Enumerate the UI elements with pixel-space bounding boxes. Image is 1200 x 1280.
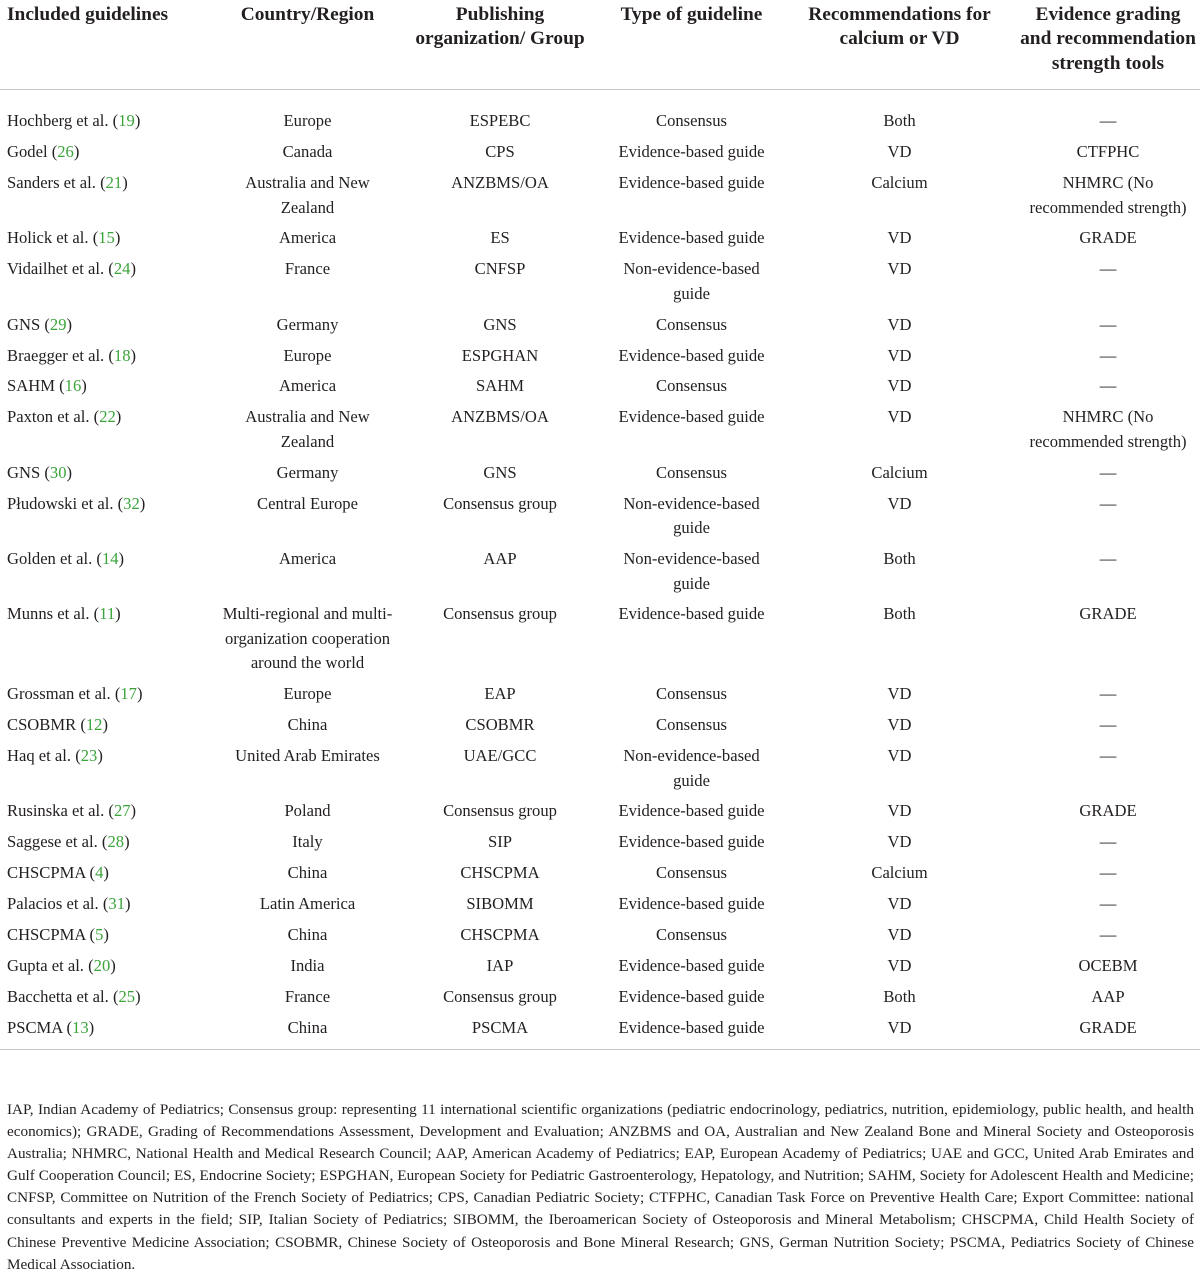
cell-country-region: Canada <box>282 142 333 162</box>
cell-type-of-guideline: Non-evidence-based guide <box>623 259 760 303</box>
table-row <box>0 951 1200 982</box>
cell-recommendation: VD <box>887 925 912 945</box>
cell-evidence-grading-tool: — <box>1099 894 1117 914</box>
cell-publishing-organization: CHSCPMA <box>460 925 540 945</box>
cell-included-guideline <box>0 858 215 889</box>
ref-paren-close: ) <box>103 863 109 883</box>
ref-paren-open: ( <box>76 715 86 735</box>
guideline-author: Palacios et al. <box>7 894 99 914</box>
cell-type-of-guideline: Consensus <box>656 715 727 735</box>
reference-link[interactable]: 5 <box>95 925 104 945</box>
cell-recommendation: VD <box>783 1013 1016 1050</box>
cell-included-guideline <box>0 544 215 599</box>
cell-evidence-grading-tool: — <box>1099 376 1117 396</box>
table-row <box>0 168 1200 223</box>
cell-country-region: Latin America <box>259 894 356 914</box>
ref-paren-close: ) <box>66 314 73 334</box>
cell-publishing-organization: ANZBMS/OA <box>451 173 549 192</box>
ref-paren-open: ( <box>62 1017 73 1037</box>
guideline-author: Grossman et al. <box>7 684 111 704</box>
guideline-author: Munns et al. <box>7 604 90 624</box>
ref-paren-open: ( <box>47 142 58 162</box>
cell-publishing-organization: GNS <box>483 314 517 334</box>
cell-evidence-grading-tool: — <box>1099 259 1117 279</box>
cell-recommendation: VD <box>887 345 912 365</box>
cell-publishing-organization: Consensus group <box>443 986 557 1006</box>
cell-included-guideline <box>0 920 215 951</box>
table-row <box>0 137 1200 168</box>
cell-publishing-organization: PSCMA <box>400 1013 600 1050</box>
guideline-author: CSOBMR <box>7 715 77 735</box>
cell-type-of-guideline: Evidence-based guide <box>618 955 765 975</box>
cell-publishing-organization: IAP <box>486 955 514 975</box>
reference-link[interactable]: 13 <box>72 1017 89 1037</box>
cell-included-guideline <box>0 741 215 796</box>
cell-evidence-grading-tool: GRADE <box>1079 228 1137 248</box>
cell-country-region: China <box>215 1013 400 1050</box>
ref-paren-close: ) <box>115 604 121 624</box>
cell-included-guideline <box>0 402 215 457</box>
reference-link[interactable]: 19 <box>118 111 135 131</box>
cell-evidence-grading-tool: — <box>1099 746 1117 766</box>
cell-evidence-grading-tool: — <box>1099 462 1117 482</box>
cell-type-of-guideline: Non-evidence-based guide <box>623 549 760 593</box>
cell-recommendation: VD <box>887 955 912 975</box>
ref-paren-open: ( <box>40 462 50 482</box>
cell-type-of-guideline: Evidence-based guide <box>618 894 765 914</box>
cell-recommendation: Both <box>883 604 916 624</box>
cell-evidence-grading-tool: NHMRC (No recommended strength) <box>1029 407 1187 451</box>
ref-paren-close: ) <box>110 955 116 975</box>
cell-evidence-grading-tool: AAP <box>1091 986 1125 1006</box>
cell-country-region: United Arab Emirates <box>235 746 380 766</box>
cell-evidence-grading-tool: — <box>1099 493 1117 513</box>
table-row <box>0 889 1200 920</box>
cell-type-of-guideline: Consensus <box>656 684 727 704</box>
ref-paren-open: ( <box>85 863 96 883</box>
cell-publishing-organization: ES <box>490 228 510 248</box>
guideline-author: Bacchetta et al. <box>7 986 109 1006</box>
cell-publishing-organization: CSOBMR <box>465 715 535 735</box>
header-publishing-organization: Publishing organization/ Group <box>400 0 600 90</box>
cell-type-of-guideline: Consensus <box>656 314 727 334</box>
cell-included-guideline <box>0 599 215 679</box>
cell-publishing-organization: SAHM <box>476 376 524 396</box>
cell-country-region: Central Europe <box>257 493 358 513</box>
cell-country-region: Australia and New Zealand <box>245 173 370 217</box>
cell-type-of-guideline: Non-evidence-based guide <box>623 746 760 790</box>
cell-recommendation: Both <box>883 986 916 1006</box>
table-row <box>0 106 1200 137</box>
ref-paren-open: ( <box>88 228 99 248</box>
guideline-author: Płudowski et al. <box>7 493 114 513</box>
reference-link[interactable]: 23 <box>80 746 98 766</box>
cell-publishing-organization: CPS <box>485 142 515 162</box>
table-row <box>0 341 1200 372</box>
reference-link[interactable]: 28 <box>107 832 125 852</box>
cell-recommendation: VD <box>887 832 912 852</box>
cell-evidence-grading-tool: — <box>1099 925 1117 945</box>
cell-publishing-organization: ESPGHAN <box>461 345 539 365</box>
reference-link[interactable]: 32 <box>123 493 140 513</box>
cell-publishing-organization: AAP <box>483 549 517 569</box>
ref-paren-close: ) <box>136 684 143 704</box>
guideline-author: Golden et al. <box>7 549 93 569</box>
cell-country-region: Poland <box>284 801 331 821</box>
ref-paren-open: ( <box>40 314 50 334</box>
cell-included-guideline <box>0 1013 215 1050</box>
cell-country-region: Europe <box>283 684 332 704</box>
ref-paren-close: ) <box>130 259 136 279</box>
cell-type-of-guideline: Consensus <box>656 925 727 945</box>
cell-evidence-grading-tool: — <box>1099 345 1117 365</box>
cell-publishing-organization: SIP <box>488 832 512 852</box>
cell-recommendation: VD <box>887 314 912 334</box>
reference-link[interactable]: 25 <box>118 986 136 1006</box>
ref-paren-open: ( <box>113 493 124 513</box>
cell-country-region: Multi-regional and multi-organization cooperation around the world <box>222 604 393 673</box>
cell-country-region: France <box>284 259 331 279</box>
table-row <box>0 254 1200 309</box>
ref-paren-close: ) <box>130 801 137 821</box>
reference-link[interactable]: 22 <box>99 407 116 427</box>
cell-recommendation: VD <box>887 684 912 704</box>
table-row <box>0 599 1200 679</box>
cell-country-region: China <box>287 863 328 883</box>
cell-included-guideline <box>0 710 215 741</box>
ref-paren-close: ) <box>102 715 108 735</box>
ref-paren-close: ) <box>114 228 121 248</box>
guideline-author: GNS <box>7 314 41 334</box>
cell-recommendation: VD <box>887 407 912 427</box>
ref-paren-close: ) <box>130 345 137 365</box>
cell-type-of-guideline: Consensus <box>656 111 727 131</box>
table-row <box>0 827 1200 858</box>
cell-included-guideline <box>0 679 215 710</box>
header-country-region: Country/Region <box>215 0 400 90</box>
header-recommendations: Recommendations for calcium or VD <box>783 0 1016 90</box>
cell-publishing-organization: Consensus group <box>443 801 557 821</box>
cell-included-guideline <box>0 489 215 544</box>
ref-paren-open: ( <box>104 259 114 279</box>
ref-paren-close: ) <box>97 746 103 766</box>
ref-paren-open: ( <box>92 549 102 569</box>
cell-country-region: France <box>284 986 331 1006</box>
table-row <box>0 796 1200 827</box>
ref-paren-open: ( <box>108 111 119 131</box>
cell-included-guideline <box>0 371 215 402</box>
cell-included-guideline <box>0 310 215 341</box>
cell-type-of-guideline: Evidence-based guide <box>600 1013 783 1050</box>
cell-evidence-grading-tool: GRADE <box>1016 1013 1200 1050</box>
table-row <box>0 458 1200 489</box>
reference-link[interactable]: 4 <box>95 863 104 883</box>
ref-paren-close: ) <box>118 549 125 569</box>
reference-link[interactable]: 26 <box>57 142 74 162</box>
cell-type-of-guideline: Consensus <box>656 376 727 396</box>
table-row <box>0 710 1200 741</box>
ref-paren-close: ) <box>122 173 128 192</box>
cell-evidence-grading-tool: — <box>1099 715 1117 735</box>
cell-recommendation: Both <box>883 549 916 569</box>
reference-link[interactable]: 11 <box>99 604 116 624</box>
table-row <box>0 489 1200 544</box>
ref-paren-open: ( <box>89 407 100 427</box>
table-row <box>0 1013 1200 1050</box>
ref-paren-open: ( <box>108 986 119 1006</box>
ref-paren-open: ( <box>54 376 65 396</box>
guideline-author: Sanders et al. <box>7 173 96 192</box>
reference-link[interactable]: 21 <box>105 173 123 192</box>
cell-publishing-organization: EAP <box>484 684 516 704</box>
cell-type-of-guideline: Evidence-based guide <box>618 142 765 162</box>
cell-evidence-grading-tool: — <box>1099 549 1117 569</box>
ref-paren-open: ( <box>97 832 108 852</box>
cell-recommendation: VD <box>887 493 912 513</box>
table-row <box>0 982 1200 1013</box>
reference-link[interactable]: 18 <box>113 345 131 365</box>
guideline-author: GNS <box>7 462 41 482</box>
reference-link[interactable]: 20 <box>93 955 111 975</box>
reference-link[interactable]: 31 <box>108 894 125 914</box>
cell-publishing-organization: Consensus group <box>443 604 557 624</box>
cell-evidence-grading-tool: — <box>1099 684 1117 704</box>
cell-country-region: Germany <box>276 314 339 334</box>
table-row <box>0 679 1200 710</box>
cell-evidence-grading-tool: — <box>1099 111 1117 131</box>
ref-paren-close: ) <box>103 925 109 945</box>
cell-type-of-guideline: Evidence-based guide <box>618 832 765 852</box>
ref-paren-open: ( <box>95 173 106 192</box>
cell-included-guideline <box>0 223 215 254</box>
table-row <box>0 310 1200 341</box>
cell-included-guideline <box>0 106 215 137</box>
guideline-author: CHSCPMA <box>7 863 86 883</box>
guideline-author: Paxton et al. <box>7 407 90 427</box>
cell-evidence-grading-tool: NHMRC (No recommended strength) <box>1029 173 1187 217</box>
cell-evidence-grading-tool: — <box>1099 832 1117 852</box>
cell-publishing-organization: GNS <box>483 462 517 482</box>
cell-publishing-organization: ANZBMS/OA <box>451 407 549 427</box>
cell-country-region: India <box>290 955 325 975</box>
ref-paren-close: ) <box>139 493 146 513</box>
table-row <box>0 223 1200 254</box>
cell-evidence-grading-tool: GRADE <box>1079 801 1137 821</box>
guideline-author: Vidailhet et al. <box>7 259 105 279</box>
cell-country-region: America <box>278 549 337 569</box>
cell-evidence-grading-tool: — <box>1099 863 1117 883</box>
cell-publishing-organization: Consensus group <box>443 493 557 513</box>
cell-publishing-organization: SIBOMM <box>466 894 534 914</box>
cell-included-guideline <box>0 254 215 309</box>
reference-link[interactable]: 17 <box>120 684 137 704</box>
cell-publishing-organization: ESPEBC <box>469 111 531 131</box>
table-row <box>0 371 1200 402</box>
guideline-author: CHSCPMA <box>7 925 86 945</box>
reference-link[interactable]: 27 <box>113 801 131 821</box>
table-header-row <box>0 0 1200 90</box>
reference-link[interactable]: 15 <box>98 228 115 248</box>
cell-included-guideline <box>0 341 215 372</box>
cell-country-region: Italy <box>292 832 323 852</box>
cell-included-guideline <box>0 827 215 858</box>
cell-recommendation: VD <box>887 801 912 821</box>
cell-recommendation: VD <box>887 259 912 279</box>
ref-paren-close: ) <box>135 986 141 1006</box>
guideline-author: Holick et al. <box>7 228 89 248</box>
reference-link[interactable]: 30 <box>49 462 67 482</box>
cell-included-guideline <box>0 951 215 982</box>
table-row <box>0 858 1200 889</box>
cell-type-of-guideline: Evidence-based guide <box>618 801 765 821</box>
ref-paren-open: ( <box>110 684 121 704</box>
cell-recommendation: Calcium <box>871 462 928 482</box>
table-spacer-row <box>0 90 1200 107</box>
reference-link[interactable]: 24 <box>113 259 131 279</box>
cell-recommendation: VD <box>887 894 912 914</box>
guideline-author: PSCMA <box>7 1017 63 1037</box>
cell-country-region: Australia and New Zealand <box>245 407 370 451</box>
ref-paren-close: ) <box>81 376 87 396</box>
reference-link[interactable]: 16 <box>64 376 82 396</box>
cell-country-region: America <box>278 376 337 396</box>
ref-paren-open: ( <box>104 801 114 821</box>
cell-included-guideline <box>0 889 215 920</box>
cell-included-guideline <box>0 982 215 1013</box>
reference-link[interactable]: 12 <box>85 715 103 735</box>
cell-type-of-guideline: Consensus <box>656 863 727 883</box>
cell-type-of-guideline: Evidence-based guide <box>618 228 765 248</box>
cell-recommendation: VD <box>887 376 912 396</box>
cell-evidence-grading-tool: CTFPHC <box>1076 142 1140 162</box>
table-row <box>0 402 1200 457</box>
ref-paren-close: ) <box>124 894 131 914</box>
cell-recommendation: Calcium <box>871 863 928 883</box>
guideline-author: Hochberg et al. <box>7 111 109 131</box>
header-included-guidelines: Included guidelines <box>0 0 215 90</box>
ref-paren-open: ( <box>104 345 114 365</box>
ref-paren-close: ) <box>124 832 130 852</box>
cell-publishing-organization: UAE/GCC <box>463 746 537 766</box>
cell-country-region: China <box>287 925 328 945</box>
cell-recommendation: VD <box>887 746 912 766</box>
cell-recommendation: VD <box>887 142 912 162</box>
cell-evidence-grading-tool: GRADE <box>1079 604 1137 624</box>
cell-evidence-grading-tool: — <box>1099 314 1117 334</box>
table-row <box>0 544 1200 599</box>
table-row <box>0 920 1200 951</box>
reference-link[interactable]: 14 <box>101 549 119 569</box>
cell-recommendation: Both <box>883 111 916 131</box>
cell-recommendation: VD <box>887 228 912 248</box>
cell-recommendation: Calcium <box>871 173 928 192</box>
table-row <box>0 741 1200 796</box>
cell-type-of-guideline: Evidence-based guide <box>618 345 765 365</box>
cell-type-of-guideline: Evidence-based guide <box>618 986 765 1006</box>
spacer-cell <box>0 90 1200 107</box>
guideline-author: Gupta et al. <box>7 955 84 975</box>
cell-recommendation: VD <box>887 715 912 735</box>
guideline-author: Rusinska et al. <box>7 801 105 821</box>
guideline-author: Saggese et al. <box>7 832 98 852</box>
cell-included-guideline <box>0 137 215 168</box>
cell-evidence-grading-tool: OCEBM <box>1078 955 1138 975</box>
ref-paren-close: ) <box>73 142 80 162</box>
ref-paren-close: ) <box>88 1017 95 1037</box>
cell-type-of-guideline: Consensus <box>656 462 727 482</box>
table-body <box>0 90 1200 1050</box>
guideline-author: Haq et al. <box>7 746 72 766</box>
cell-included-guideline <box>0 168 215 223</box>
ref-paren-open: ( <box>71 746 81 766</box>
guideline-author: Braegger et al. <box>7 345 105 365</box>
guideline-author: Godel <box>7 142 48 162</box>
header-type-of-guideline: Type of guideline <box>600 0 783 90</box>
ref-paren-close: ) <box>115 407 122 427</box>
cell-country-region: America <box>278 228 337 248</box>
cell-type-of-guideline: Evidence-based guide <box>618 604 765 624</box>
ref-paren-open: ( <box>83 955 94 975</box>
cell-country-region: China <box>287 715 328 735</box>
ref-paren-open: ( <box>85 925 96 945</box>
ref-paren-close: ) <box>66 462 73 482</box>
reference-link[interactable]: 29 <box>49 314 67 334</box>
cell-country-region: Europe <box>283 111 332 131</box>
table-footnote: IAP, Indian Academy of Pediatrics; Consensus group: representing 11 international scientific organizations (pediatric endocrinology, pediatrics, nutrition, epidemiology, public health, and health economics); GRADE, Grading of Recommendations Assessment, Development and Evaluation; ANZBMS and OA, Australian and New Zealand Bone and Mineral Society and Osteoporosis Australia; NHMRC, National Health and Medical Research Council; AAP, American Academy of Pediatrics; EAP, European Academy of Pediatrics; UAE and GCC, United Arab Emirates and Gulf Cooperation Council; ES, Endocrine Society; ESPGHAN, European Society for Pediatric Gastroenterology, Hepatology, and Nutrition; SAHM, Society for Adolescent Health and Medicine; CNFSP, Committee on Nutrition of the French Society of Pediatrics; CPS, Canadian Pediatric Society; CTFPHC, Canadian Task Force on Preventive Health Care; Export Committee: national consultants and experts in the field; SIP, Italian Society of Pediatrics; SIBOMM, the Iberoamerican Society of Osteoporosis and Mineral Metabolism; CHSCPMA, Child Health Society of Chinese Preventive Medicine Association; CSOBMR, Chinese Society of Osteoporosis and Bone Mineral Research; GNS, German Nutrition Society; PSCMA, Pediatrics Society of Chinese Medical Association. <box>7 1101 1194 1273</box>
cell-type-of-guideline: Non-evidence-based guide <box>623 493 760 538</box>
ref-paren-open: ( <box>98 894 109 914</box>
guideline-author: SAHM <box>7 376 55 396</box>
ref-paren-close: ) <box>134 111 141 131</box>
ref-paren-open: ( <box>89 604 100 624</box>
cell-type-of-guideline: Evidence-based guide <box>618 173 765 192</box>
cell-type-of-guideline: Evidence-based guide <box>618 407 765 427</box>
header-evidence-grading-tools: Evidence grading and recommendation strength tools <box>1016 0 1200 90</box>
cell-publishing-organization: CHSCPMA <box>460 863 540 883</box>
cell-included-guideline <box>0 458 215 489</box>
cell-publishing-organization: CNFSP <box>474 259 526 279</box>
cell-included-guideline <box>0 796 215 827</box>
cell-country-region: Germany <box>276 462 339 482</box>
cell-country-region: Europe <box>283 345 332 365</box>
